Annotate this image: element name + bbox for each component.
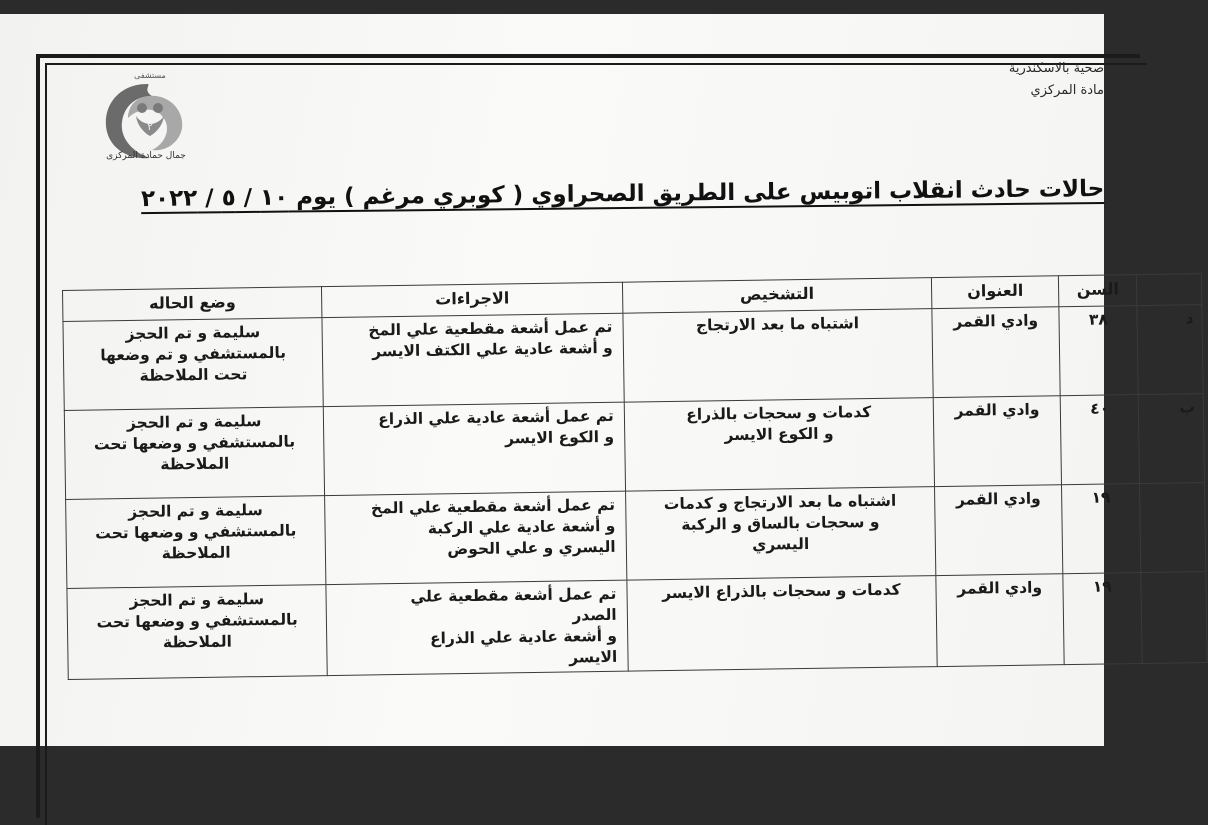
cell-name (1141, 572, 1207, 664)
cell-age: ٣٨ (1059, 306, 1138, 396)
cell-procedures (325, 491, 627, 584)
cell-age: ١٩ (1062, 484, 1141, 574)
cell-diagnosis-line: اشتباه ما بعد الارتجاج و كدمات (663, 491, 897, 514)
cell-status-line: الملاحظة (162, 632, 233, 652)
cell-diagnosis-line: اشتباه ما بعد الارتجاج (695, 314, 860, 335)
cell-procedures-line: الصدر (572, 605, 617, 625)
cell-status-line: تحت الملاحظة (139, 365, 248, 385)
header-address: العنوان (931, 276, 1059, 309)
cell-diagnosis-line: اليسري (752, 534, 810, 554)
table-row (66, 483, 1206, 589)
header-line-1: صحية بالاسكندرية (1008, 61, 1104, 76)
cell-procedures (324, 402, 626, 495)
cell-name: ب (1138, 394, 1204, 484)
header-organization (1009, 58, 1104, 102)
logo-top-text: مستشفى (134, 71, 166, 80)
cell-diagnosis (624, 398, 934, 492)
cell-procedures-line: و أشعة عادية علي الركبة (427, 516, 616, 538)
cell-status (63, 318, 324, 411)
cell-diagnosis-line: و سحجات بالساق و الركبة (681, 512, 880, 534)
header-diagnosis: التشخيص (622, 278, 931, 314)
cell-name: د (1137, 305, 1203, 395)
cell-status-line: الملاحظة (160, 454, 230, 474)
cell-age: ١٩ (1063, 573, 1142, 665)
cell-diagnosis-line: و الكوع الايسر (724, 424, 834, 445)
cell-status (64, 407, 325, 500)
cell-procedures-line: و أشعة عادية علي الكتف الايسر (372, 338, 613, 361)
cell-age: ٤٠ (1061, 395, 1140, 485)
table-row (67, 572, 1207, 680)
svg-text:٢: ٢ (147, 122, 153, 133)
cell-status (66, 496, 327, 589)
cell-status (67, 585, 328, 680)
header-line-2: مادة المركزي (1030, 83, 1104, 98)
cell-procedures-line: تم عمل أشعة مقطعية علي المخ (368, 317, 613, 340)
cell-diagnosis-line: كدمات و سحجات بالذراع الايسر (662, 580, 901, 603)
cell-status-line: بالمستشفي و وضعها تحت (96, 610, 298, 632)
report-title: حالات حادث انقلاب اتوبيس على الطريق الصحراوي ( كوبري مرغم ) يوم ١٠ / ٥ / ٢٠٢٢ (140, 176, 1105, 213)
cell-status-line: سليمة و تم الحجز (129, 590, 265, 611)
cell-status-line: بالمستشفي و وضعها تحت (95, 521, 297, 543)
cell-procedures (326, 580, 628, 675)
table-row (64, 394, 1204, 500)
cell-procedures-line: اليسري و علي الحوض (447, 537, 616, 559)
header-status: وضع الحاله (63, 287, 323, 322)
cell-status-line: سليمة و تم الحجز (126, 412, 262, 433)
cell-procedures-line: و الكوع الايسر (504, 427, 615, 448)
cell-status-line: بالمستشفي و وضعها تحت (93, 432, 296, 454)
header-age: السن (1059, 275, 1137, 307)
table-body (63, 305, 1207, 680)
cell-procedures (322, 313, 624, 406)
cell-address: وادي القمر (934, 485, 1063, 576)
cell-address: وادي القمر (932, 307, 1061, 398)
cell-status-line: سليمة و تم الحجز (128, 501, 263, 522)
cell-procedures-line: و أشعة عادية علي الذراع (429, 626, 618, 648)
cell-status-line: بالمستشفي و تم وضعها (100, 343, 287, 365)
cell-name (1140, 483, 1206, 573)
table-row (63, 305, 1203, 411)
cell-diagnosis (627, 576, 937, 672)
logo-caption: جمال حمادة المركزى (106, 151, 186, 161)
header-name (1137, 274, 1202, 306)
cell-procedures-line: الايسر (569, 647, 618, 667)
cell-diagnosis (623, 309, 933, 403)
header-procedures: الاجراءات (322, 282, 623, 317)
cell-diagnosis (625, 487, 935, 581)
cell-procedures-line: تم عمل أشعة مقطعية علي (410, 584, 617, 606)
cell-status-line: سليمة و تم الحجز (125, 323, 261, 344)
cell-address: وادي القمر (933, 396, 1062, 487)
cell-diagnosis-line: كدمات و سحجات بالذراع (686, 403, 872, 424)
cell-status-line: الملاحظة (161, 543, 231, 563)
cell-procedures-line: تم عمل أشعة عادية علي الذراع (378, 406, 614, 429)
document-page (0, 14, 1195, 746)
cell-address: وادي القمر (936, 574, 1065, 667)
cell-procedures-line: تم عمل أشعة مقطعية علي المخ (370, 495, 616, 518)
cases-table (62, 273, 1208, 680)
